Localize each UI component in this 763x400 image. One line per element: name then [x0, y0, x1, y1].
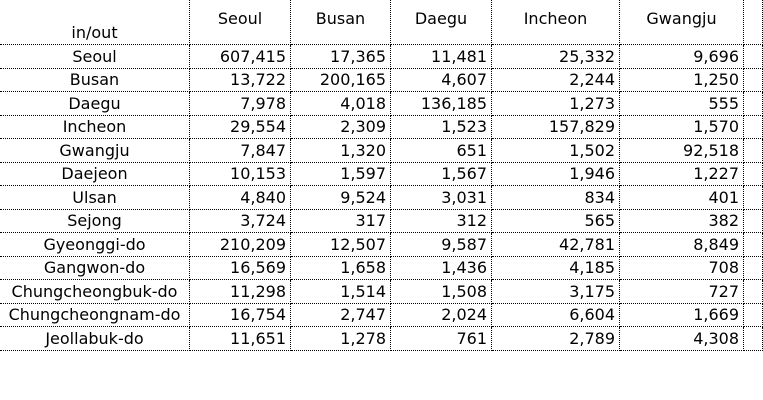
- table-row: [0, 304, 763, 328]
- cell-value: 1,502: [569, 140, 615, 160]
- value-cell[interactable]: [291, 92, 391, 116]
- row-header-cell[interactable]: [0, 186, 190, 210]
- row-label: Chungcheongnam-do: [8, 305, 181, 324]
- column-header-seoul[interactable]: [190, 0, 291, 45]
- value-cell[interactable]: [391, 69, 492, 93]
- value-cell[interactable]: [620, 45, 744, 69]
- cell-value: 708: [708, 258, 739, 277]
- row-label: Busan: [69, 70, 120, 89]
- cell-value: 4,185: [569, 258, 615, 277]
- cell-value: 10,153: [230, 164, 286, 183]
- cell-value: 1,514: [340, 281, 386, 301]
- column-header-label: Seoul: [217, 9, 263, 28]
- value-cell[interactable]: [391, 327, 492, 351]
- value-cell[interactable]: [620, 233, 744, 257]
- table-row: [0, 327, 763, 351]
- value-cell[interactable]: [492, 116, 620, 140]
- row-label: Seoul: [72, 46, 117, 66]
- cell-value: 9,696: [693, 46, 739, 66]
- cell-value: 2,244: [569, 70, 615, 89]
- cell-value: 9,524: [340, 187, 386, 207]
- value-cell[interactable]: [190, 139, 291, 163]
- column-header-busan[interactable]: [291, 0, 391, 45]
- value-cell[interactable]: [492, 186, 620, 210]
- value-cell[interactable]: [291, 45, 391, 69]
- cell-value: 2,309: [340, 117, 386, 136]
- cell-value: 3,031: [441, 187, 487, 207]
- table-row: [0, 163, 763, 187]
- value-cell[interactable]: [291, 163, 391, 187]
- cell-value: 3,175: [569, 281, 615, 301]
- row-label: Chungcheongbuk-do: [11, 281, 178, 301]
- cell-value: 317: [355, 211, 386, 230]
- cell-value: 11,651: [230, 328, 286, 348]
- cell-value: 2,747: [340, 305, 386, 324]
- cell-value: 4,840: [240, 187, 286, 207]
- empty-edge-cell[interactable]: [744, 92, 763, 116]
- corner-label: in/out: [71, 23, 118, 42]
- value-cell[interactable]: [190, 186, 291, 210]
- empty-edge-cell[interactable]: [744, 233, 763, 257]
- value-cell[interactable]: [391, 210, 492, 234]
- cell-value: 607,415: [219, 46, 286, 66]
- value-cell[interactable]: [291, 186, 391, 210]
- row-header-cell[interactable]: [0, 210, 190, 234]
- value-cell[interactable]: [291, 210, 391, 234]
- value-cell[interactable]: [492, 69, 620, 93]
- table-row: [0, 186, 763, 210]
- cell-value: 651: [456, 140, 487, 160]
- value-cell[interactable]: [391, 257, 492, 281]
- value-cell[interactable]: [620, 280, 744, 304]
- cell-value: 16,569: [230, 258, 286, 277]
- value-cell[interactable]: [492, 139, 620, 163]
- cell-value: 2,789: [569, 328, 615, 348]
- value-cell[interactable]: [391, 233, 492, 257]
- value-cell[interactable]: [391, 45, 492, 69]
- cell-value: 7,978: [240, 93, 286, 113]
- header-row: [0, 0, 763, 45]
- empty-edge-cell[interactable]: [744, 0, 763, 45]
- cell-value: 136,185: [420, 93, 487, 113]
- value-cell[interactable]: [492, 210, 620, 234]
- value-cell[interactable]: [620, 257, 744, 281]
- cell-value: 3,724: [240, 211, 286, 230]
- value-cell[interactable]: [620, 304, 744, 328]
- value-cell[interactable]: [190, 257, 291, 281]
- table-row: [0, 69, 763, 93]
- cell-value: 16,754: [230, 305, 286, 324]
- value-cell[interactable]: [291, 233, 391, 257]
- cell-value: 29,554: [230, 117, 286, 136]
- cell-value: 11,298: [230, 281, 286, 301]
- row-header-cell[interactable]: [0, 257, 190, 281]
- value-cell[interactable]: [620, 186, 744, 210]
- cell-value: 1,946: [569, 164, 615, 183]
- table-row: [0, 280, 763, 304]
- value-cell[interactable]: [190, 304, 291, 328]
- row-label: Gyeonggi-do: [43, 234, 146, 254]
- empty-edge-cell[interactable]: [744, 210, 763, 234]
- column-header-label: Daegu: [414, 9, 468, 28]
- value-cell[interactable]: [492, 327, 620, 351]
- value-cell[interactable]: [391, 163, 492, 187]
- row-header-cell[interactable]: [0, 69, 190, 93]
- value-cell[interactable]: [190, 92, 291, 116]
- cell-value: 9,587: [441, 234, 487, 254]
- table-row: [0, 233, 763, 257]
- row-label: Gangwon-do: [43, 258, 146, 277]
- empty-edge-cell[interactable]: [744, 139, 763, 163]
- cell-value: 12,507: [330, 234, 386, 254]
- row-header-cell[interactable]: [0, 45, 190, 69]
- cell-value: 382: [708, 211, 739, 230]
- column-header-incheon[interactable]: [492, 0, 620, 45]
- cell-value: 8,849: [693, 234, 739, 254]
- empty-edge-cell[interactable]: [744, 186, 763, 210]
- value-cell[interactable]: [620, 116, 744, 140]
- cell-value: 1,320: [340, 140, 386, 160]
- cell-value: 17,365: [330, 46, 386, 66]
- value-cell[interactable]: [492, 163, 620, 187]
- cell-value: 1,273: [569, 93, 615, 113]
- cell-value: 1,597: [340, 164, 386, 183]
- value-cell[interactable]: [492, 280, 620, 304]
- value-cell[interactable]: [291, 280, 391, 304]
- table-row: [0, 139, 763, 163]
- value-cell[interactable]: [492, 233, 620, 257]
- value-cell[interactable]: [620, 327, 744, 351]
- cell-value: 25,332: [559, 46, 615, 66]
- cell-value: 1,669: [693, 305, 739, 324]
- value-cell[interactable]: [291, 139, 391, 163]
- cell-value: 834: [584, 187, 615, 207]
- row-header-cell[interactable]: [0, 92, 190, 116]
- empty-edge-cell[interactable]: [744, 163, 763, 187]
- cell-value: 1,567: [441, 164, 487, 183]
- value-cell[interactable]: [492, 45, 620, 69]
- row-header-cell[interactable]: [0, 163, 190, 187]
- row-header-cell[interactable]: [0, 327, 190, 351]
- empty-edge-cell[interactable]: [744, 69, 763, 93]
- cell-value: 401: [708, 187, 739, 207]
- value-cell[interactable]: [620, 139, 744, 163]
- value-cell[interactable]: [391, 186, 492, 210]
- cell-value: 13,722: [230, 70, 286, 89]
- value-cell[interactable]: [291, 257, 391, 281]
- table-row: [0, 116, 763, 140]
- row-label: Daejeon: [61, 164, 128, 183]
- cell-value: 761: [456, 328, 487, 348]
- value-cell[interactable]: [291, 327, 391, 351]
- cell-value: 210,209: [219, 234, 286, 254]
- value-cell[interactable]: [291, 69, 391, 93]
- cell-value: 200,165: [319, 70, 386, 89]
- cell-value: 1,278: [340, 328, 386, 348]
- value-cell[interactable]: [291, 116, 391, 140]
- cell-value: 1,523: [441, 117, 487, 136]
- value-cell[interactable]: [620, 69, 744, 93]
- cell-value: 6,604: [569, 305, 615, 324]
- value-cell[interactable]: [190, 280, 291, 304]
- cell-value: 1,508: [441, 281, 487, 301]
- cell-value: 1,658: [340, 258, 386, 277]
- value-cell[interactable]: [620, 210, 744, 234]
- table-row: [0, 92, 763, 116]
- cell-value: 2,024: [441, 305, 487, 324]
- row-header-cell[interactable]: [0, 280, 190, 304]
- cell-value: 312: [456, 211, 487, 230]
- cell-value: 1,227: [693, 164, 739, 183]
- value-cell[interactable]: [190, 45, 291, 69]
- corner-header-cell[interactable]: [0, 0, 190, 45]
- value-cell[interactable]: [190, 210, 291, 234]
- row-header-cell[interactable]: [0, 139, 190, 163]
- value-cell[interactable]: [190, 163, 291, 187]
- cell-value: 1,436: [441, 258, 487, 277]
- table-row: [0, 210, 763, 234]
- cell-value: 1,570: [693, 117, 739, 136]
- row-header-cell[interactable]: [0, 233, 190, 257]
- row-label: Sejong: [67, 211, 122, 230]
- row-label: Incheon: [62, 117, 127, 136]
- row-label: Jeollabuk-do: [45, 328, 144, 348]
- value-cell[interactable]: [620, 163, 744, 187]
- table-row: [0, 45, 763, 69]
- value-cell[interactable]: [190, 69, 291, 93]
- value-cell[interactable]: [391, 280, 492, 304]
- cell-value: 42,781: [559, 234, 615, 254]
- row-header-cell[interactable]: [0, 116, 190, 140]
- value-cell[interactable]: [391, 116, 492, 140]
- column-header-daegu[interactable]: [391, 0, 492, 45]
- value-cell[interactable]: [291, 304, 391, 328]
- cell-value: 565: [584, 211, 615, 230]
- cell-value: 92,518: [683, 140, 739, 160]
- value-cell[interactable]: [190, 116, 291, 140]
- row-label: Daegu: [68, 93, 121, 113]
- value-cell[interactable]: [190, 233, 291, 257]
- value-cell[interactable]: [391, 139, 492, 163]
- value-cell[interactable]: [492, 304, 620, 328]
- empty-edge-cell[interactable]: [744, 116, 763, 140]
- row-header-cell[interactable]: [0, 304, 190, 328]
- column-header-label: Busan: [315, 9, 366, 28]
- empty-edge-cell[interactable]: [744, 280, 763, 304]
- table-row: [0, 257, 763, 281]
- column-header-label: Incheon: [523, 9, 588, 28]
- cell-value: 4,018: [340, 93, 386, 113]
- value-cell[interactable]: [391, 92, 492, 116]
- empty-edge-cell[interactable]: [744, 304, 763, 328]
- empty-edge-cell[interactable]: [744, 257, 763, 281]
- cell-value: 4,308: [693, 328, 739, 348]
- empty-edge-cell[interactable]: [744, 45, 763, 69]
- cell-value: 727: [708, 281, 739, 301]
- value-cell[interactable]: [620, 92, 744, 116]
- row-label: Gwangju: [59, 140, 130, 160]
- cell-value: 7,847: [240, 140, 286, 160]
- column-header-label: Gwangju: [646, 9, 717, 28]
- cell-value: 555: [708, 93, 739, 113]
- value-cell[interactable]: [492, 92, 620, 116]
- value-cell[interactable]: [492, 257, 620, 281]
- empty-edge-cell[interactable]: [744, 327, 763, 351]
- value-cell[interactable]: [190, 327, 291, 351]
- cell-value: 4,607: [441, 70, 487, 89]
- column-header-gwangju[interactable]: [620, 0, 744, 45]
- cell-value: 1,250: [693, 70, 739, 89]
- cell-value: 157,829: [548, 117, 615, 136]
- value-cell[interactable]: [391, 304, 492, 328]
- cell-value: 11,481: [431, 46, 487, 66]
- row-label: Ulsan: [72, 187, 117, 207]
